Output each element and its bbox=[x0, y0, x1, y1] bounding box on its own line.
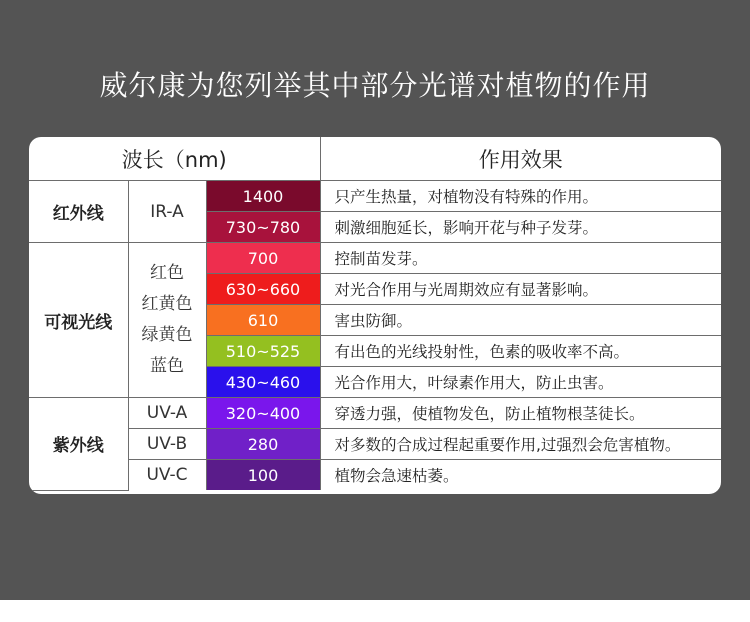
spectrum-table bbox=[29, 137, 721, 491]
effect-cell: 穿透力强，使植物发色，防止植物根茎徒长。 bbox=[320, 398, 721, 429]
page-title: 威尔康为您列举其中部分光谱对植物的作用 bbox=[99, 69, 651, 102]
wavelength-cell: 700 bbox=[206, 243, 320, 274]
group-ultraviolet: 紫外线 bbox=[29, 398, 128, 491]
subgroup-label: UV-B bbox=[128, 429, 206, 460]
table-row bbox=[29, 181, 721, 212]
wavelength-cell: 320~400 bbox=[206, 398, 320, 429]
subgroup-label: UV-C bbox=[128, 460, 206, 491]
wavelength-cell: 100 bbox=[206, 460, 320, 491]
color-label-red: 红色 bbox=[150, 263, 184, 283]
effect-cell: 植物会急速枯萎。 bbox=[320, 460, 721, 491]
effect-cell: 害虫防御。 bbox=[320, 305, 721, 336]
table-row bbox=[29, 398, 721, 429]
effect-cell: 对光合作用与光周期效应有显著影响。 bbox=[320, 274, 721, 305]
subgroup-label: UV-A bbox=[128, 398, 206, 429]
effect-cell: 有出色的光线投射性，色素的吸收率不高。 bbox=[320, 336, 721, 367]
spectrum-table-card bbox=[29, 137, 721, 494]
subgroup-label: IR-A bbox=[128, 181, 206, 243]
wavelength-cell: 280 bbox=[206, 429, 320, 460]
color-label-blue: 蓝色 bbox=[150, 356, 184, 376]
wavelength-cell: 630~660 bbox=[206, 274, 320, 305]
wavelength-cell: 430~460 bbox=[206, 367, 320, 398]
effect-cell: 对多数的合成过程起重要作用,过强烈会危害植物。 bbox=[320, 429, 721, 460]
table-row bbox=[29, 460, 721, 491]
wavelength-cell: 510~525 bbox=[206, 336, 320, 367]
color-label-green-yellow: 绿黄色 bbox=[141, 325, 193, 345]
table-row bbox=[29, 243, 721, 274]
effect-header: 作用效果 bbox=[320, 137, 721, 181]
color-label-red-yellow: 红黄色 bbox=[141, 294, 193, 314]
visible-colors-cell bbox=[128, 243, 206, 398]
group-infrared: 红外线 bbox=[29, 181, 128, 243]
wavelength-cell: 730~780 bbox=[206, 212, 320, 243]
table-row bbox=[29, 429, 721, 460]
effect-cell: 刺激细胞延长，影响开花与种子发芽。 bbox=[320, 212, 721, 243]
wavelength-header: 波长（nm) bbox=[29, 137, 320, 181]
header-row bbox=[29, 137, 721, 181]
effect-cell: 只产生热量，对植物没有特殊的作用。 bbox=[320, 181, 721, 212]
wavelength-cell: 1400 bbox=[206, 181, 320, 212]
group-visible: 可视光线 bbox=[29, 243, 128, 398]
effect-cell: 光合作用大，叶绿素作用大，防止虫害。 bbox=[320, 367, 721, 398]
wavelength-cell: 610 bbox=[206, 305, 320, 336]
effect-cell: 控制苗发芽。 bbox=[320, 243, 721, 274]
